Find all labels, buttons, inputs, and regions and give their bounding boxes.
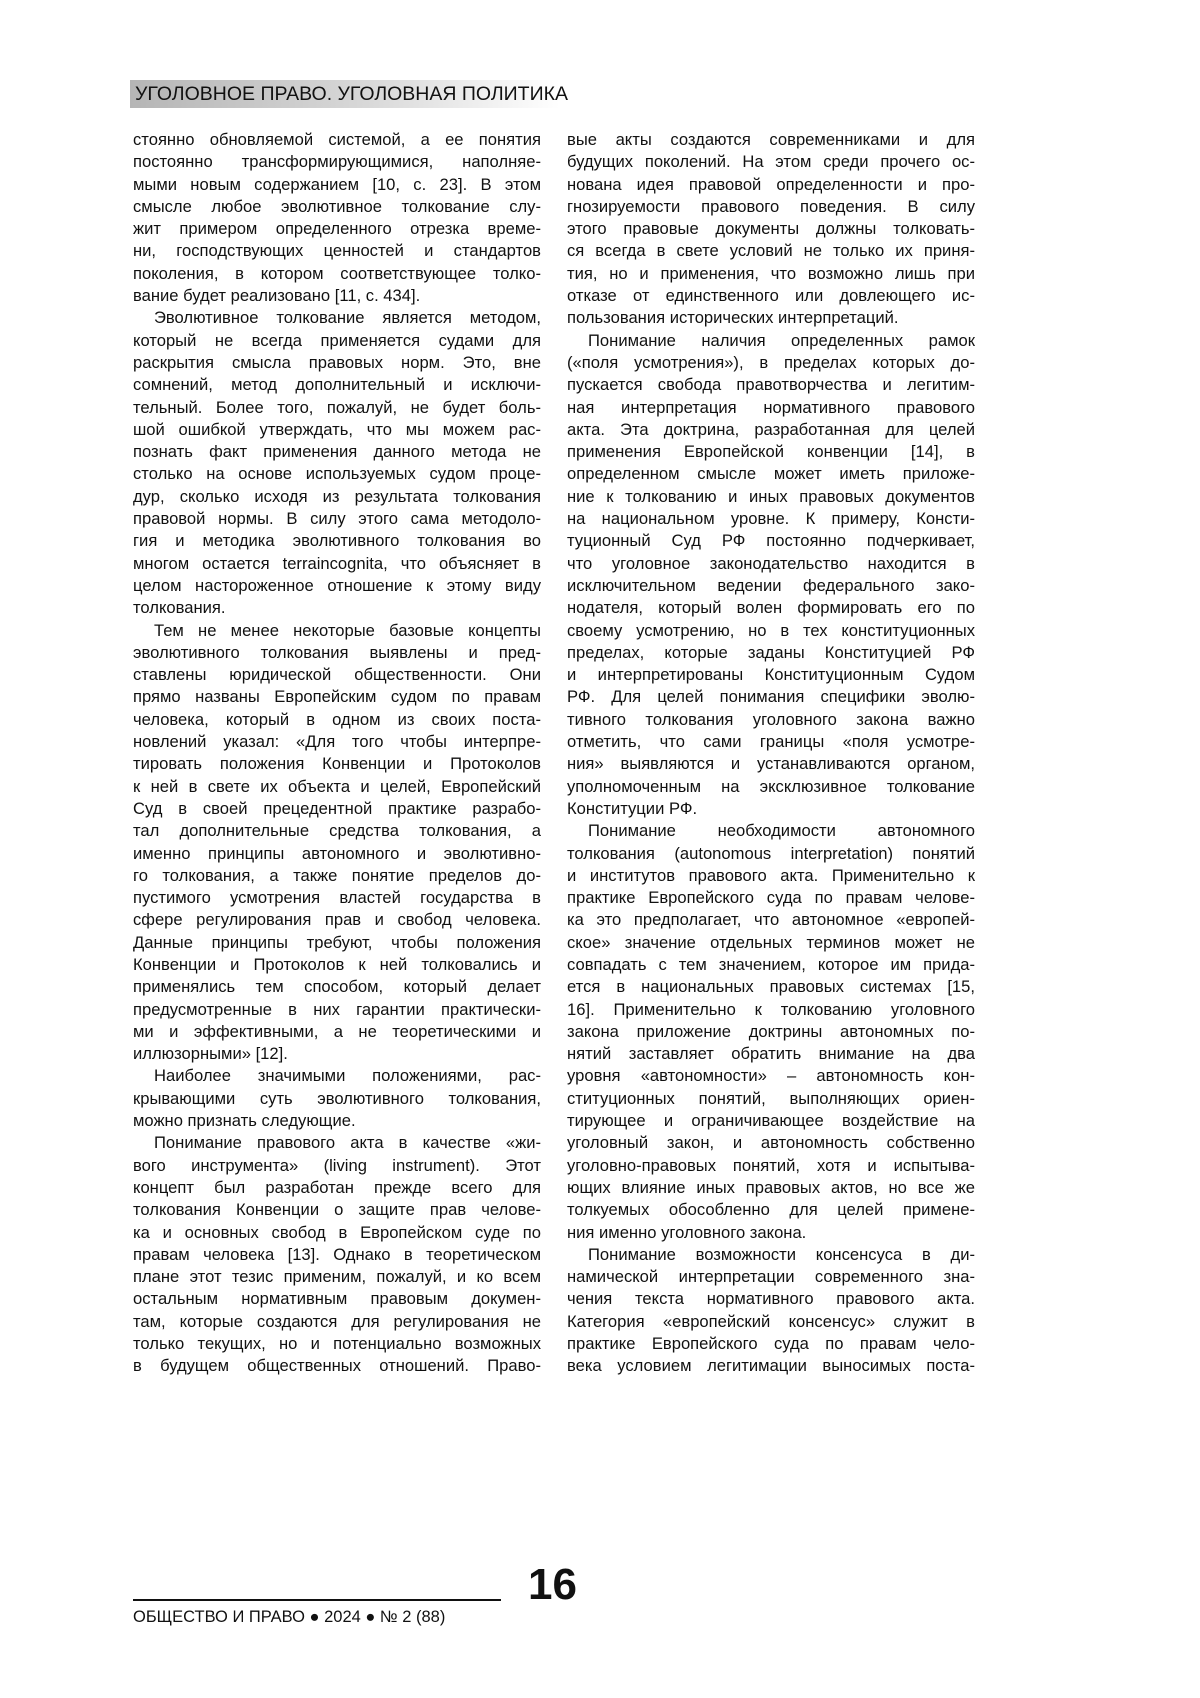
footer-divider bbox=[133, 1599, 501, 1601]
text-line: остальным нормативным правовым докумен- bbox=[133, 1288, 541, 1310]
text-line: применения Европейской конвенции [14], в bbox=[567, 441, 975, 463]
text-line: иллюзорными» [12]. bbox=[133, 1043, 541, 1065]
text-line: Конституции РФ. bbox=[567, 798, 975, 820]
text-line: исключительном ведении федерального зако- bbox=[567, 575, 975, 597]
text-line: толкования (autonomous interpretation) понятий bbox=[567, 843, 975, 865]
text-line: раскрытия смысла правовых норм. Это, вне bbox=[133, 352, 541, 374]
left-column bbox=[133, 129, 541, 1378]
text-line: крывающими суть эволютивного толкования, bbox=[133, 1088, 541, 1110]
text-line: тия, но и применения, что возможно лишь при bbox=[567, 263, 975, 285]
text-line: столько на основе используемых судом проце- bbox=[133, 463, 541, 485]
text-line: практике Европейского суда по правам чело- bbox=[567, 1333, 975, 1355]
text-line: века условием легитимации выносимых поста- bbox=[567, 1355, 975, 1377]
text-line: акта. Эта доктрина, разработанная для целей bbox=[567, 419, 975, 441]
text-line: в будущем общественных отношений. Право- bbox=[133, 1355, 541, 1377]
text-line: сомнений, метод дополнительный и исключи- bbox=[133, 374, 541, 396]
text-line: Понимание правового акта в качестве «жи- bbox=[133, 1132, 541, 1154]
text-line: ния именно уголовного закона. bbox=[567, 1222, 975, 1244]
text-line: Наиболее значимыми положениями, рас- bbox=[133, 1065, 541, 1087]
text-line: пределах, которые заданы Конституцией РФ bbox=[567, 642, 975, 664]
text-line: («поля усмотрения»), в пределах которых до- bbox=[567, 352, 975, 374]
text-line: вого инструмента» (living instrument). Этот bbox=[133, 1155, 541, 1177]
text-line: закона приложение доктрины автономных по- bbox=[567, 1021, 975, 1043]
text-line: и институтов правового акта. Применительно к bbox=[567, 865, 975, 887]
text-line: к ней в свете их объекта и целей, Европейский bbox=[133, 776, 541, 798]
text-line: ституционных понятий, выполняющих ориен- bbox=[567, 1088, 975, 1110]
text-line: тельный. Более того, пожалуй, не будет боль- bbox=[133, 397, 541, 419]
paragraph bbox=[133, 1132, 541, 1377]
text-line: там, которые создаются для регулирования не bbox=[133, 1311, 541, 1333]
text-line: человека, который в одном из своих поста- bbox=[133, 709, 541, 731]
text-line: уполномоченным на эксклюзивное толкование bbox=[567, 776, 975, 798]
text-line: РФ. Для целей понимания специфики эволю- bbox=[567, 686, 975, 708]
paragraph bbox=[567, 820, 975, 1244]
text-line: пустимого усмотрения властей государства в bbox=[133, 887, 541, 909]
paragraph bbox=[567, 1244, 975, 1378]
text-line: ния» выявляются и устанавливаются органом, bbox=[567, 753, 975, 775]
text-line: ка это предполагает, что автономное «европей- bbox=[567, 909, 975, 931]
text-line: нодателя, который волен формировать его по bbox=[567, 597, 975, 619]
text-line: отказе от единственного или довлеющего ис- bbox=[567, 285, 975, 307]
text-line: многом остается terraincognita, что объясняет в bbox=[133, 553, 541, 575]
text-line: ние к толкованию и иных правовых документов bbox=[567, 486, 975, 508]
text-line: ское» значение отдельных терминов может не bbox=[567, 932, 975, 954]
text-line: тал дополнительные средства толкования, а bbox=[133, 820, 541, 842]
text-line: пускается свобода правотворчества и легитим- bbox=[567, 374, 975, 396]
text-line: Конвенции и Протоколов к ней толковались и bbox=[133, 954, 541, 976]
text-line: ся всегда в свете условий не только их приня- bbox=[567, 240, 975, 262]
text-line: совпадать с тем значением, которое им прида- bbox=[567, 954, 975, 976]
text-line: Тем не менее некоторые базовые концепты bbox=[133, 620, 541, 642]
text-line: дур, сколько исходя из результата толкования bbox=[133, 486, 541, 508]
text-line: чения текста нормативного правового акта. bbox=[567, 1288, 975, 1310]
text-line: познать факт применения данного метода не bbox=[133, 441, 541, 463]
text-line: плане этот тезис применим, пожалуй, и ко всем bbox=[133, 1266, 541, 1288]
text-line: уровня «автономности» – автономность кон- bbox=[567, 1065, 975, 1087]
text-line: отметить, что сами границы «поля усмотре- bbox=[567, 731, 975, 753]
text-line: гнозируемости правового поведения. В силу bbox=[567, 196, 975, 218]
text-line: Суд в своей прецедентной практике разрабо- bbox=[133, 798, 541, 820]
text-line: пользования исторических интерпретаций. bbox=[567, 307, 975, 329]
text-line: практике Европейского суда по правам челове- bbox=[567, 887, 975, 909]
text-line: нятий заставляет обратить внимание на два bbox=[567, 1043, 975, 1065]
text-line: эволютивного толкования выявлены и пред- bbox=[133, 642, 541, 664]
page-number: 16 bbox=[528, 1560, 577, 1610]
text-line: тирующее и ограничивающее воздействие на bbox=[567, 1110, 975, 1132]
text-line: поколения, в котором соответствующее толко- bbox=[133, 263, 541, 285]
text-line: Понимание необходимости автономного bbox=[567, 820, 975, 842]
text-line: ющих влияние иных правовых актов, но все же bbox=[567, 1177, 975, 1199]
text-line: именно принципы автономного и эволютивно- bbox=[133, 843, 541, 865]
text-line: толкования Конвенции о защите прав челове- bbox=[133, 1199, 541, 1221]
text-line: правовой нормы. В силу этого сама методоло- bbox=[133, 508, 541, 530]
text-line: своему усмотрению, но в тех конституционных bbox=[567, 620, 975, 642]
text-line: целом настороженное отношение к этому виду bbox=[133, 575, 541, 597]
paragraph bbox=[133, 129, 541, 307]
running-header: УГОЛОВНОЕ ПРАВО. УГОЛОВНАЯ ПОЛИТИКА bbox=[135, 82, 568, 106]
paragraph bbox=[567, 129, 975, 330]
text-line: ется в национальных правовых системах [15, bbox=[567, 976, 975, 998]
text-line: го толкования, а также понятие пределов до- bbox=[133, 865, 541, 887]
text-line: Понимание возможности консенсуса в ди- bbox=[567, 1244, 975, 1266]
paragraph bbox=[133, 620, 541, 1066]
text-line: туционный Суд РФ постоянно подчеркивает, bbox=[567, 530, 975, 552]
text-line: вые акты создаются современниками и для bbox=[567, 129, 975, 151]
text-line: ка и основных свобод в Европейском суде по bbox=[133, 1222, 541, 1244]
text-line: концепт был разработан прежде всего для bbox=[133, 1177, 541, 1199]
text-line: только текущих, но и потенциально возможных bbox=[133, 1333, 541, 1355]
text-line: определенном смысле может иметь приложе- bbox=[567, 463, 975, 485]
text-line: новлений указал: «Для того чтобы интерпре- bbox=[133, 731, 541, 753]
paragraph bbox=[567, 330, 975, 821]
text-line: правам человека [13]. Однако в теоретическом bbox=[133, 1244, 541, 1266]
journal-footer: ОБЩЕСТВО И ПРАВО ● 2024 ● № 2 (88) bbox=[133, 1608, 445, 1627]
text-line: будущих поколений. На этом среди прочего ос- bbox=[567, 151, 975, 173]
text-line: тировать положения Конвенции и Протоколов bbox=[133, 753, 541, 775]
text-line: Категория «европейский консенсус» служит в bbox=[567, 1311, 975, 1333]
text-line: Данные принципы требуют, чтобы положения bbox=[133, 932, 541, 954]
paragraph bbox=[133, 307, 541, 619]
text-line: уголовный закон, и автономность собственно bbox=[567, 1132, 975, 1154]
text-line: жит примером определенного отрезка време- bbox=[133, 218, 541, 240]
text-line: Понимание наличия определенных рамок bbox=[567, 330, 975, 352]
text-line: и интерпретированы Конституционным Судом bbox=[567, 664, 975, 686]
text-line: шой ошибкой утверждать, что мы можем рас- bbox=[133, 419, 541, 441]
text-line: применялись тем способом, который делает bbox=[133, 976, 541, 998]
text-line: толкуемых обособленно для целей примене- bbox=[567, 1199, 975, 1221]
text-line: смысле любое эволютивное толкование слу- bbox=[133, 196, 541, 218]
text-line: ставлены юридической общественности. Они bbox=[133, 664, 541, 686]
text-line: нована идея правовой определенности и про- bbox=[567, 174, 975, 196]
text-line: сфере регулирования прав и свобод человека. bbox=[133, 909, 541, 931]
text-line: предусмотренные в них гарантии практически- bbox=[133, 999, 541, 1021]
text-line: уголовно-правовых понятий, хотя и испытыва- bbox=[567, 1155, 975, 1177]
text-line: что уголовное законодательство находится в bbox=[567, 553, 975, 575]
text-line: на национальном уровне. К примеру, Консти- bbox=[567, 508, 975, 530]
text-line: мыми новым содержанием [10, с. 23]. В этом bbox=[133, 174, 541, 196]
text-line: ми и эффективными, а не теоретическими и bbox=[133, 1021, 541, 1043]
text-line: стоянно обновляемой системой, а ее понятия bbox=[133, 129, 541, 151]
text-line: прямо названы Европейским судом по правам bbox=[133, 686, 541, 708]
text-line: можно признать следующие. bbox=[133, 1110, 541, 1132]
paragraph bbox=[133, 1065, 541, 1132]
text-line: тивного толкования уголовного закона важно bbox=[567, 709, 975, 731]
text-line: ная интерпретация нормативного правового bbox=[567, 397, 975, 419]
right-column bbox=[567, 129, 975, 1378]
text-line: Эволютивное толкование является методом, bbox=[133, 307, 541, 329]
text-line: ни, господствующих ценностей и стандартов bbox=[133, 240, 541, 262]
text-line: который не всегда применяется судами для bbox=[133, 330, 541, 352]
text-line: вание будет реализовано [11, с. 434]. bbox=[133, 285, 541, 307]
text-line: гия и методика эволютивного толкования во bbox=[133, 530, 541, 552]
text-line: постоянно трансформирующимися, наполняе- bbox=[133, 151, 541, 173]
text-line: 16]. Применительно к толкованию уголовного bbox=[567, 999, 975, 1021]
text-line: толкования. bbox=[133, 597, 541, 619]
text-line: этого правовые документы должны толковать- bbox=[567, 218, 975, 240]
text-line: намической интерпретации современного зна- bbox=[567, 1266, 975, 1288]
